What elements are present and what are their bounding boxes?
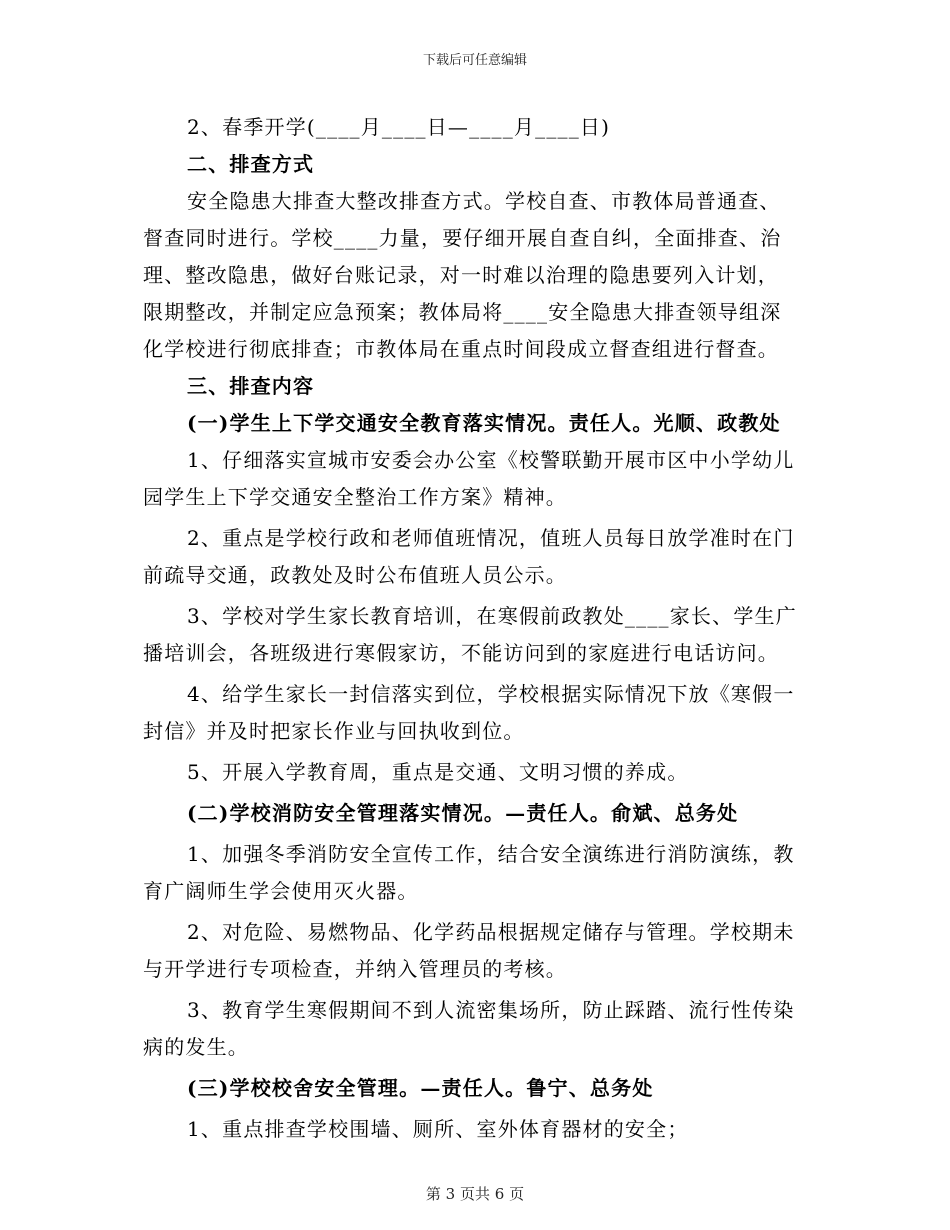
text-line: 病的发生。	[143, 1035, 249, 1059]
text-line: 封信》并及时把家长作业与回执收到位。	[143, 719, 525, 743]
text-line: (三)学校校舍安全管理。—责任人。鲁宁、总务处	[187, 1076, 654, 1100]
paragraph	[143, 442, 808, 516]
section-heading	[143, 405, 808, 442]
text-line: 安全隐患大排查大整改排查方式。学校自查、市教体局普通查、	[187, 189, 781, 213]
text-line: 1、重点排查学校围墙、厕所、室外体育器材的安全；	[187, 1117, 689, 1141]
text-line: 理、整改隐患，做好台账记录，对一时难以治理的隐患要列入计划，	[143, 263, 779, 287]
text-line: 三、排查内容	[187, 374, 315, 398]
text-line: 1、仔细落实宣城市安委会办公室《校警联勤开展市区中小学幼儿	[187, 448, 795, 472]
paragraph	[143, 1111, 808, 1148]
text-line: 限期整改，并制定应急预案；教体局将____安全隐患大排查领导组深	[143, 300, 782, 324]
text-line: 3、学校对学生家长教育培训，在寒假前政教处____家长、学生广	[187, 604, 797, 628]
paragraph	[143, 836, 808, 910]
text-line: 1、加强冬季消防安全宣传工作，结合安全演练进行消防演练，教	[187, 842, 795, 866]
page-header: 下载后可任意编辑	[422, 53, 527, 68]
text-line: 与开学进行专项检查，并纳入管理员的考核。	[143, 957, 567, 981]
document-body	[143, 109, 808, 1148]
text-line: (二)学校消防安全管理落实情况。—责任人。俞斌、总务处	[187, 801, 739, 825]
text-line: 播培训会，各班级进行寒假家访，不能访问到的家庭进行电话访问。	[143, 641, 779, 665]
text-line: 5、开展入学教育周，重点是交通、文明习惯的养成。	[187, 760, 689, 784]
paragraph	[143, 520, 808, 594]
paragraph	[143, 183, 808, 368]
text-line: 园学生上下学交通安全整治工作方案》精神。	[143, 485, 567, 509]
text-line: 2、对危险、易燃物品、化学药品根据规定储存与管理。学校期未	[187, 920, 795, 944]
text-line: 2、重点是学校行政和老师值班情况，值班人员每日放学准时在门	[187, 526, 795, 550]
text-line: 3、教育学生寒假期间不到人流密集场所，防止踩踏、流行性传染	[187, 998, 795, 1022]
text-line: 督查同时进行。学校____力量，要仔细开展自查自纠，全面排查、治	[143, 226, 782, 250]
paragraph	[143, 754, 808, 791]
section-heading	[143, 368, 808, 405]
text-line: 化学校进行彻底排查；市教体局在重点时间段成立督查组进行督查。	[143, 337, 779, 361]
paragraph	[143, 109, 808, 146]
paragraph	[143, 914, 808, 988]
text-line: 二、排查方式	[187, 152, 315, 176]
text-line: 育广阔师生学会使用灭火器。	[143, 879, 419, 903]
section-heading	[143, 146, 808, 183]
paragraph	[143, 598, 808, 672]
text-line: 前疏导交通，政教处及时公布值班人员公示。	[143, 563, 567, 587]
section-heading	[143, 1070, 808, 1107]
text-line: 4、给学生家长一封信落实到位，学校根据实际情况下放《寒假一	[187, 682, 795, 706]
paragraph	[143, 992, 808, 1066]
text-line: 2、春季开学(____月____日—____月____日)	[187, 115, 611, 139]
text-line: (一)学生上下学交通安全教育落实情况。责任人。光顺、政教处	[187, 411, 781, 435]
page-footer: 第 3 页共 6 页	[425, 1185, 525, 1203]
section-heading	[143, 795, 808, 832]
paragraph	[143, 676, 808, 750]
